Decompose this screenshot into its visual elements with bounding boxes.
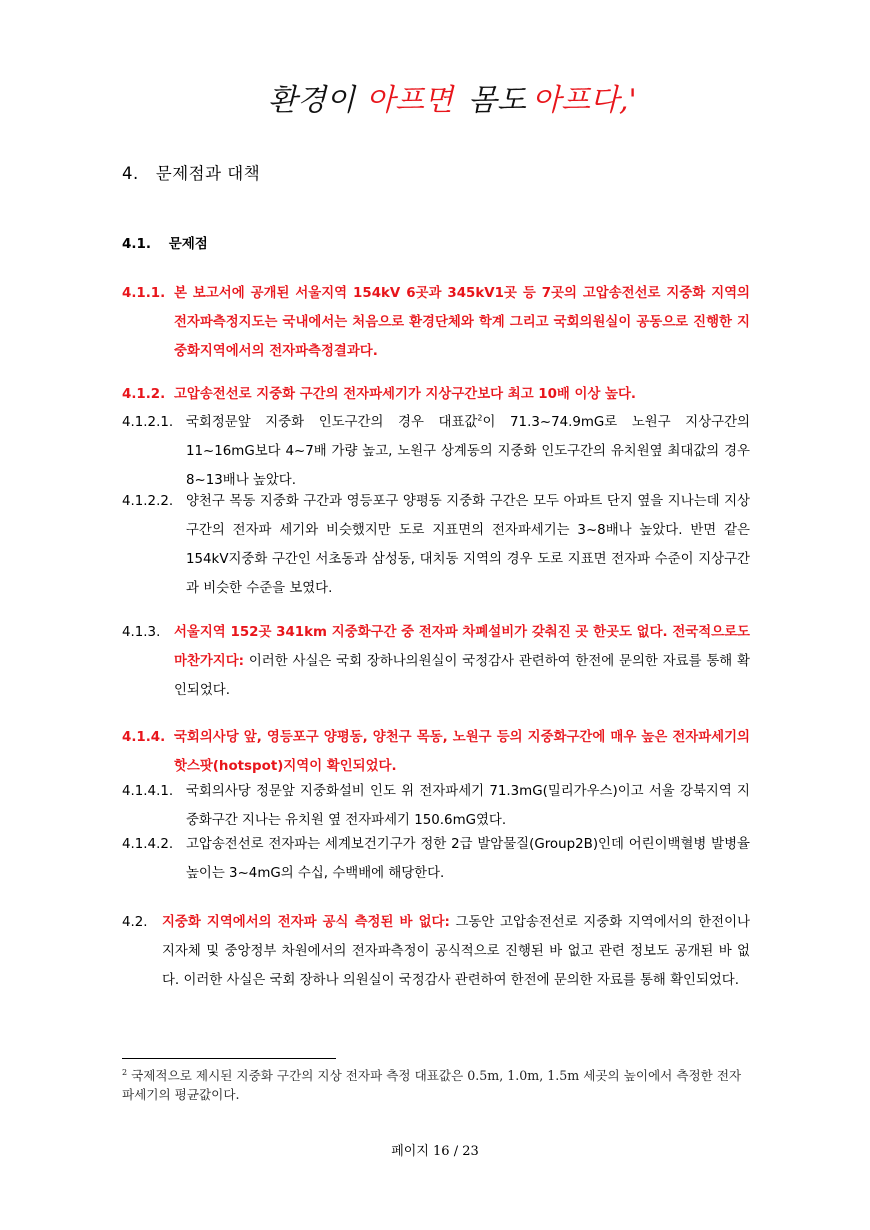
item-text (122, 908, 750, 995)
subsection-heading (122, 232, 208, 252)
item-text: 국회의사당 앞, 영등포구 양평동, 양천구 목동, 노원구 등의 지중화구간에 매우 높은 전자파세기의 핫스팟(hotspot)지역이 확인되었다. (174, 730, 750, 774)
item-text-highlight: 지중화 지역에서의 전자파 공식 측정된 바 없다: (162, 915, 450, 930)
subsection-number: 4.1. (122, 236, 152, 252)
slogan-part-red-1: 아프면 (366, 83, 453, 118)
footnote-mark: 2 (122, 1067, 128, 1077)
item-number: 4.1.4.2. (122, 837, 174, 852)
footnote (122, 1066, 750, 1104)
item-text-body: 그동안 고압송전선로 지중화 지역에서의 한전이나 지자체 및 중앙정부 차원에서의 전자파측정이 공식적으로 진행된 바 없고 관련 정보도 공개된 바 없다. 이러한 사실은 국회 장하나 의원실이 국정감사 관련하여 한전에 문의한 자료를 통해 확인되었다. (162, 915, 750, 988)
item-text: 본 보고서에 공개된 서울지역 154kV 6곳과 345kV1곳 등 7곳의 고압송전선로 지중화 지역의 전자파측정지도는 국내에서는 처음으로 환경단체와 학계 그리고 국회의원실이 공동으로 진행한 지중화지역에서의 전자파측정결과다. (174, 286, 750, 359)
slogan-part-red-2: 아프다,' (532, 83, 637, 118)
item-text: 고압송전선로 지중화 구간의 전자파세기가 지상구간보다 최고 10배 이상 높다. (174, 387, 637, 402)
item-text (122, 618, 750, 705)
section-number: 4. (122, 164, 139, 183)
item-number: 4.1.1. (122, 286, 166, 301)
item-text (122, 408, 750, 495)
item-4-1-1 (122, 279, 750, 366)
item-4-1-3 (122, 618, 750, 705)
footnote-ref[interactable]: 2 (477, 413, 483, 423)
item-number: 4.1.2.2. (122, 494, 174, 509)
item-text-highlight: 서울지역 152곳 341km 지중화구간 중 전자파 차폐설비가 갖춰진 곳 한곳도 없다. 전국적으로도 마찬가지다: (174, 625, 750, 669)
subsection-title: 문제점 (168, 236, 208, 252)
item-number: 4.2. (122, 915, 148, 930)
handwritten-slogan-image (262, 72, 637, 122)
item-text: 양천구 목동 지중화 구간과 영등포구 양평동 지중화 구간은 모두 아파트 단지 옆을 지나는데 지상구간의 전자파 세기와 비슷했지만 도로 지표면의 전자파세기는 3~8배나 높았다. 반면 같은 154kV지중화 구간인 서초동과 삼성동, 대치동 지역의 경우 도로 지표면 전자파 수준이 지상구간과 비슷한 수준을 보였다. (186, 494, 750, 596)
item-4-2 (122, 908, 750, 995)
item-number: 4.1.2.1. (122, 415, 174, 430)
item-number: 4.1.4.1. (122, 784, 174, 799)
item-4-1-2 (122, 380, 750, 409)
section-title: 문제점과 대책 (155, 164, 261, 183)
item-text: 국회의사당 정문앞 지중화설비 인도 위 전자파세기 71.3mG(밀리가우스)이고 서울 강북지역 지중화구간 지나는 유치원 옆 전자파세기 150.6mG였다. (186, 784, 750, 828)
item-text-pre: 국회정문앞 지중화 인도구간의 경우 대표값 (186, 415, 478, 430)
item-text: 고압송전선로 전자파는 세계보건기구가 정한 2급 발암물질(Group2B)인데 어린이백혈병 발병율 높이는 3~4mG의 수십, 수백배에 해당한다. (186, 837, 750, 881)
item-4-1-4-2 (122, 830, 750, 888)
footnote-text: 국제적으로 제시된 지중화 구간의 지상 전자파 측정 대표값은 0.5m, 1.0m, 1.5m 세곳의 높이에서 측정한 전자파세기의 평균값이다. (122, 1068, 742, 1102)
item-4-1-2-1 (122, 408, 750, 495)
item-number: 4.1.2. (122, 387, 166, 402)
item-4-1-2-2 (122, 487, 750, 603)
item-number: 4.1.3. (122, 625, 161, 640)
slogan-banner (262, 72, 637, 122)
slogan-part-black-2: 몸도 (468, 83, 526, 118)
item-4-1-4 (122, 723, 750, 781)
item-number: 4.1.4. (122, 730, 166, 745)
item-text-body: 이러한 사실은 국회 장하나의원실이 국정감사 관련하여 한전에 문의한 자료를 통해 확인되었다. (174, 654, 750, 698)
footnote-divider (122, 1058, 336, 1059)
item-4-1-4-1 (122, 777, 750, 835)
item-text-post: 이 71.3~74.9mG로 노원구 지상구간의 11~16mG보다 4~7배 가량 높고, 노원구 상계동의 지중화 인도구간의 유치원옆 최대값의 경우 8~13배나 높았다. (186, 415, 750, 488)
section-heading (122, 160, 260, 184)
page-number: 페이지 16 / 23 (391, 1144, 479, 1159)
slogan-part-black-1: 환경이 (268, 83, 355, 118)
